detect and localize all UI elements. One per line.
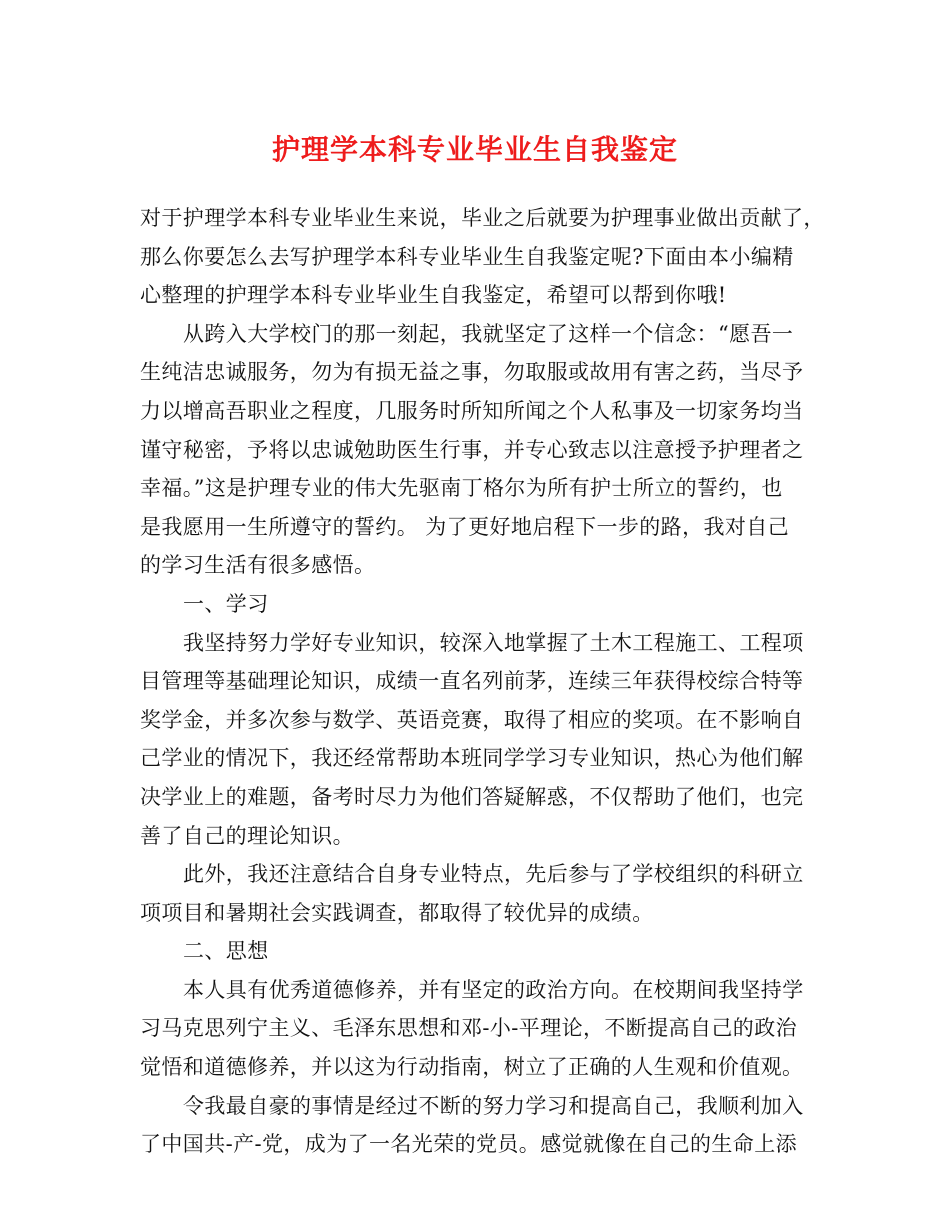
body-line: 的学习生活有很多感悟。 <box>140 553 376 578</box>
body-line: 心整理的护理学本科专业毕业生自我鉴定，希望可以帮到你哦! <box>140 283 727 308</box>
body-line: 是我愿用一生所遵守的誓约。 为了更好地启程下一步的路，我对自己 <box>140 514 790 539</box>
section-heading-thought: 二、思想 <box>183 939 269 964</box>
document-title: 护理学本科专业毕业生自我鉴定 <box>271 133 678 166</box>
body-line: 我坚持努力学好专业知识，较深入地掌握了土木工程施工、工程项 <box>183 630 804 655</box>
body-line: 令我最自豪的事情是经过不断的努力学习和提高自己，我顺利加入 <box>183 1093 804 1118</box>
body-line: 决学业上的难题，备考时尽力为他们答疑解惑，不仅帮助了他们，也完 <box>140 784 804 809</box>
body-line: 习马克思列宁主义、毛泽东思想和邓-小-平理论，不断提高自己的政治 <box>140 1016 797 1041</box>
body-line: 此外，我还注意结合自身专业特点，先后参与了学校组织的科研立 <box>183 862 804 887</box>
body-line: 力以增高吾职业之程度，几服务时所知所闻之个人私事及一切家务均当 <box>140 398 804 423</box>
body-line: 谨守秘密，予将以忠诚勉助医生行事，并专心致志以注意授予护理者之 <box>140 437 804 462</box>
body-line: 目管理等基础理论知识，成绩一直名列前茅，连续三年获得校综合特等 <box>140 669 804 694</box>
body-line: 己学业的情况下，我还经常帮助本班同学学习专业知识，热心为他们解 <box>140 746 804 771</box>
body-line: 了中国共-产-党，成为了一名光荣的党员。感觉就像在自己的生命上添 <box>140 1132 797 1157</box>
body-line: 觉悟和道德修养，并以这为行动指南，树立了正确的人生观和价值观。 <box>140 1055 804 1080</box>
section-heading-study: 一、学习 <box>183 591 269 616</box>
body-line: 生纯洁忠诚服务，勿为有损无益之事，勿取服或故用有害之药，当尽予 <box>140 360 804 385</box>
body-line: 本人具有优秀道德修养，并有坚定的政治方向。在校期间我坚持学 <box>183 977 804 1002</box>
body-line: 从跨入大学校门的那一刻起，我就坚定了这样一个信念：“愿吾一 <box>183 321 794 346</box>
body-line: 那么你要怎么去写护理学本科专业毕业生自我鉴定呢?下面由本小编精 <box>140 244 794 269</box>
document-body <box>140 199 828 1164</box>
body-line: 奖学金，并多次参与数学、英语竞赛，取得了相应的奖项。在不影响自 <box>140 707 804 732</box>
body-line: 幸福。”这是护理专业的伟大先驱南丁格尔为所有护士所立的誓约，也 <box>140 476 783 501</box>
body-line: 对于护理学本科专业毕业生来说，毕业之后就要为护理事业做出贡献了， <box>140 206 825 230</box>
body-line: 善了自己的理论知识。 <box>140 823 354 848</box>
body-line: 项项目和暑期社会实践调查，都取得了较优异的成绩。 <box>140 900 654 925</box>
